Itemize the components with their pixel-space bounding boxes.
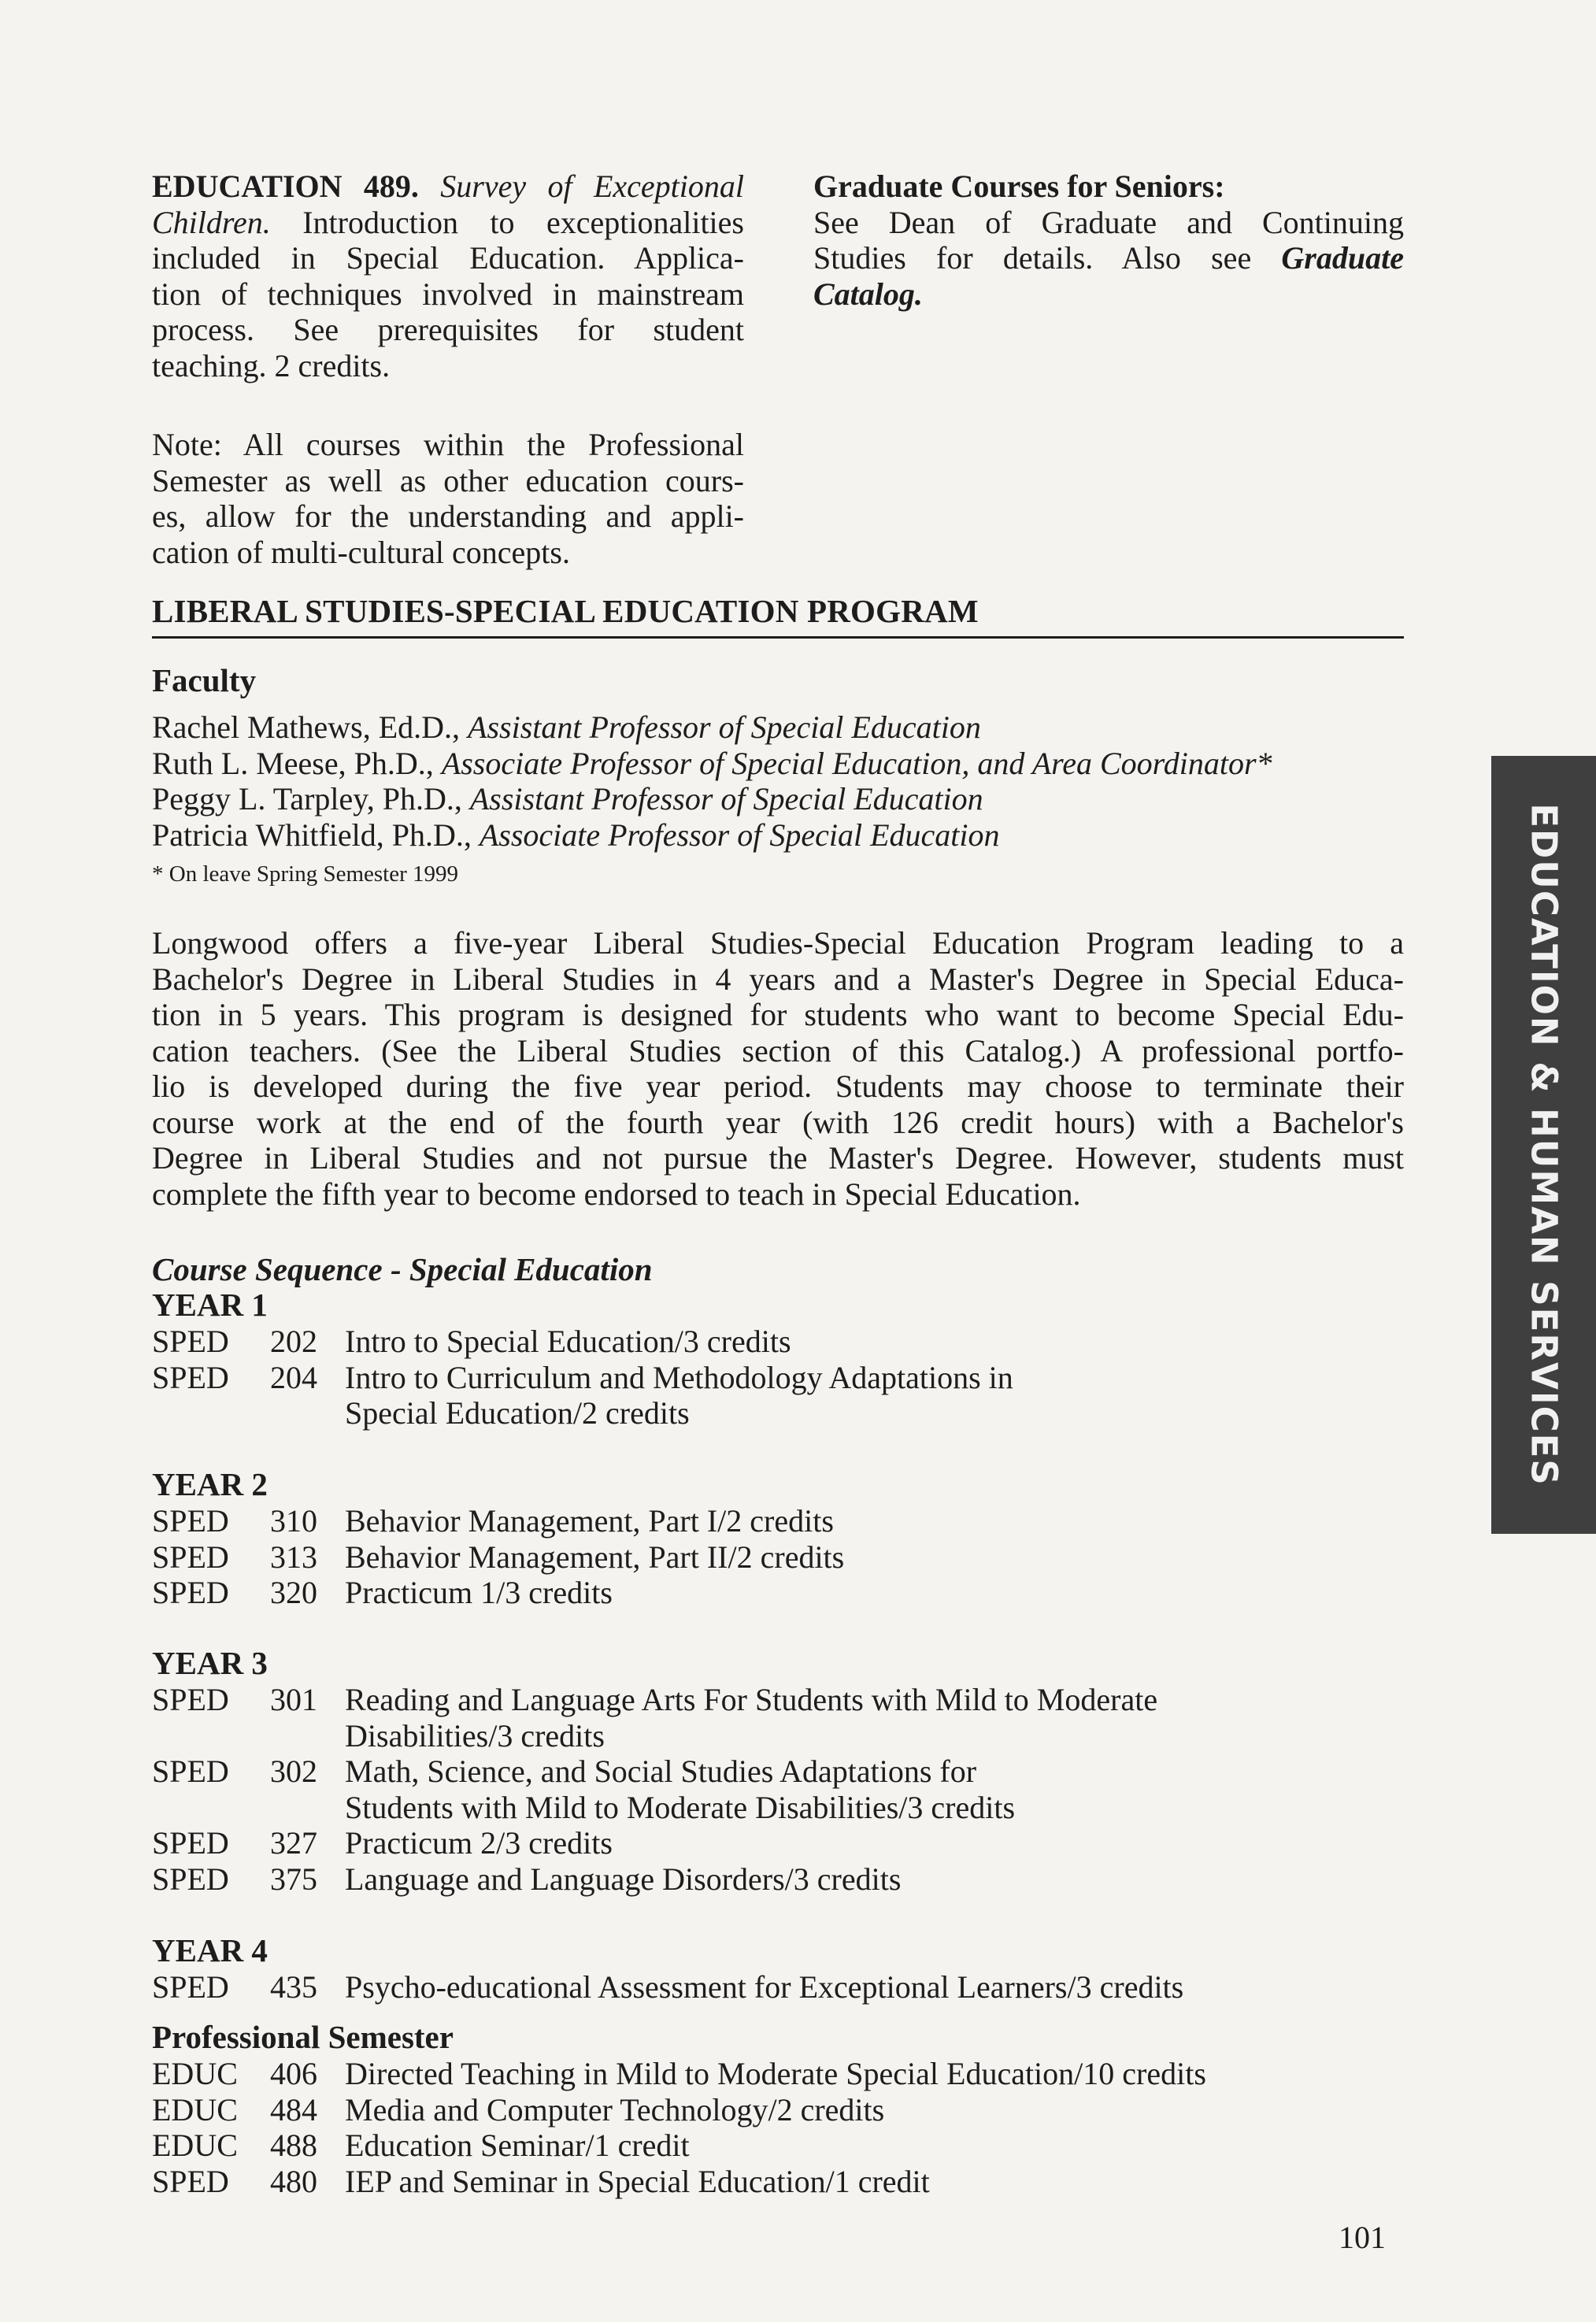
- course-row: [152, 2056, 1412, 2092]
- course-prefix: SPED: [152, 1861, 229, 1897]
- course-title: Directed Teaching in Mild to Moderate Special Education/10 credits: [345, 2056, 1206, 2091]
- course-title: Behavior Management, Part II/2 credits: [345, 1539, 845, 1575]
- course-row: [152, 1825, 1333, 1861]
- faculty-title: Associate Professor of Special Education, and Area Coordinator*: [441, 745, 1272, 781]
- course-row: [152, 2128, 1412, 2164]
- course-title-continued: Children.: [152, 204, 271, 240]
- course-row: [152, 1969, 1333, 2005]
- course-prefix: SPED: [152, 1359, 229, 1395]
- course-title-continued-text: Students with Mild to Moderate Disabilities/3 credits: [345, 1789, 1016, 1825]
- course-number: 202: [270, 1324, 317, 1359]
- page-number: 101: [1339, 2220, 1386, 2255]
- overview-line: tion in 5 years. This program is designed for students who want to become Special Edu-: [152, 997, 1404, 1032]
- course-prefix: SPED: [152, 1503, 229, 1539]
- faculty-member: [152, 817, 1272, 854]
- course-title-continued-text: Disabilities/3 credits: [345, 1717, 605, 1754]
- description-text: Introduction to exceptionalities: [270, 204, 744, 240]
- faculty-title: Assistant Professor of Special Education: [468, 709, 981, 745]
- description-line: [152, 205, 744, 241]
- course-title-continued-text: Special Education/2 credits: [345, 1395, 690, 1431]
- course-title: Media and Computer Technology/2 credits: [345, 2091, 885, 2128]
- course-number: 327: [270, 1825, 317, 1861]
- faculty-name: Patricia Whitfield, Ph.D.,: [152, 817, 480, 853]
- faculty-list: [152, 709, 1272, 853]
- course-description-education-489: [152, 169, 744, 383]
- note-line: Semester as well as other education cours-: [152, 462, 744, 498]
- course-title: Reading and Language Arts For Students with Mild to Moderate: [345, 1682, 1158, 1717]
- faculty-name: Peggy L. Tarpley, Ph.D.,: [152, 781, 470, 817]
- faculty-name: Ruth L. Meese, Ph.D.,: [152, 745, 442, 781]
- course-row: [152, 1575, 1333, 1611]
- course-title: Education Seminar/1 credit: [345, 2128, 690, 2163]
- overview-line: lio is developed during the five year period. Students may choose to terminate their: [152, 1068, 1404, 1104]
- course-row: [152, 1682, 1333, 1718]
- course-title: Math, Science, and Social Studies Adaptations for: [345, 1754, 977, 1789]
- overview-line: cation teachers. (See the Liberal Studies section of this Catalog.) A professional portfo-: [152, 1032, 1404, 1068]
- overview-line: Degree in Liberal Studies and not pursue the Master's Degree. However, students must: [152, 1140, 1404, 1176]
- course-number: 406: [270, 2056, 317, 2091]
- course-row: [152, 2092, 1412, 2128]
- note-line: cation of multi-cultural concepts.: [152, 534, 570, 570]
- note-line: Note: All courses within the Professional: [152, 427, 744, 462]
- faculty-member: [152, 746, 1272, 782]
- faculty-title: Associate Professor of Special Education: [479, 817, 1000, 853]
- course-title: Survey of Exceptional: [440, 169, 744, 204]
- course-prefix: SPED: [152, 1539, 229, 1575]
- course-number: 313: [270, 1539, 317, 1575]
- course-row: [152, 1861, 1333, 1898]
- overview-line: Bachelor's Degree in Liberal Studies in 4 years and a Master's Degree in Special Educa-: [152, 961, 1404, 997]
- faculty-member: [152, 709, 1272, 746]
- year-block: [152, 1644, 1333, 1897]
- course-title: Practicum 1/3 credits: [345, 1575, 613, 1610]
- professional-semester-block: [152, 2018, 1412, 2199]
- section-heading: Graduate Courses for Seniors:: [813, 169, 1225, 204]
- course-prefix: SPED: [152, 1825, 229, 1861]
- catalog-reference: Graduate: [1281, 240, 1404, 276]
- course-row: [152, 1360, 1333, 1396]
- faculty-heading: Faculty: [152, 662, 257, 698]
- course-prefix: SPED: [152, 1754, 229, 1789]
- faculty-member: [152, 781, 1272, 817]
- year-block: [152, 1465, 1333, 1611]
- course-title-continued: [152, 1790, 1333, 1826]
- program-title: LIBERAL STUDIES-SPECIAL EDUCATION PROGRAM: [152, 592, 1404, 639]
- course-number: 375: [270, 1861, 317, 1897]
- course-title: Behavior Management, Part I/2 credits: [345, 1503, 834, 1539]
- body-line: [813, 240, 1404, 276]
- course-title: Intro to Special Education/3 credits: [345, 1324, 791, 1359]
- course-title-continued: [152, 1718, 1333, 1754]
- course-number: 310: [270, 1503, 317, 1539]
- course-title: IEP and Seminar in Special Education/1 credit: [345, 2163, 930, 2199]
- year-block: [152, 1931, 1333, 2005]
- faculty-name: Rachel Mathews, Ed.D.,: [152, 709, 468, 745]
- course-row: [152, 1754, 1333, 1790]
- professional-semester-heading: Professional Semester: [152, 2019, 454, 2055]
- course-title: Intro to Curriculum and Methodology Adaptations in: [345, 1359, 1013, 1395]
- year-block: [152, 1286, 1333, 1431]
- body-text: Studies for details. Also see: [813, 240, 1282, 276]
- faculty-title: Assistant Professor of Special Education: [469, 781, 983, 817]
- course-prefix: EDUC: [152, 2128, 238, 2163]
- program-overview: [152, 925, 1404, 1212]
- course-row: [152, 1539, 1333, 1576]
- description-line: included in Special Education. Applica-: [152, 240, 744, 276]
- description-line: tion of techniques involved in mainstream: [152, 276, 744, 312]
- course-number: 320: [270, 1575, 317, 1610]
- course-number: 204: [270, 1359, 317, 1395]
- course-sequence-heading: Course Sequence - Special Education: [152, 1251, 653, 1287]
- year-heading: YEAR 3: [152, 1645, 268, 1681]
- overview-line: Longwood offers a five-year Liberal Studies-Special Education Program leading to a: [152, 925, 1404, 961]
- section-thumb-tab: [1491, 756, 1596, 1534]
- description-line: teaching. 2 credits.: [152, 347, 391, 383]
- course-number: 301: [270, 1682, 317, 1717]
- catalog-reference-continued: Catalog.: [813, 276, 923, 312]
- course-prefix: SPED: [152, 1575, 229, 1610]
- course-prefix: SPED: [152, 1969, 229, 2005]
- course-number: 435: [270, 1969, 317, 2005]
- description-line: process. See prerequisites for student: [152, 312, 744, 347]
- course-number: 488: [270, 2128, 317, 2163]
- course-prefix: EDUC: [152, 2091, 238, 2128]
- year-heading: YEAR 1: [152, 1287, 268, 1323]
- course-number: 484: [270, 2091, 317, 2128]
- section-thumb-tab-label: EDUCATION & HUMAN SERVICES: [1523, 803, 1565, 1487]
- course-number: 480: [270, 2163, 317, 2199]
- multicultural-note: [152, 427, 744, 570]
- overview-line: course work at the end of the fourth year (with 126 credit hours) with a Bachelor's: [152, 1104, 1404, 1140]
- course-row: [152, 1503, 1333, 1539]
- body-line: See Dean of Graduate and Continuing: [813, 204, 1404, 240]
- graduate-courses-for-seniors: [813, 169, 1404, 312]
- course-row: [152, 1324, 1333, 1360]
- course-title: Language and Language Disorders/3 credits: [345, 1861, 902, 1897]
- course-prefix: SPED: [152, 2163, 229, 2199]
- course-row: [152, 2164, 1412, 2200]
- overview-line: complete the fifth year to become endorsed to teach in Special Education.: [152, 1176, 1081, 1212]
- course-title-continued: [152, 1395, 1333, 1431]
- note-line: es, allow for the understanding and appli-: [152, 498, 744, 534]
- course-title: Psycho-educational Assessment for Exceptional Learners/3 credits: [345, 1969, 1184, 2005]
- course-prefix: SPED: [152, 1682, 229, 1717]
- course-prefix: EDUC: [152, 2056, 238, 2091]
- leave-footnote: * On leave Spring Semester 1999: [152, 861, 459, 887]
- course-title: Practicum 2/3 credits: [345, 1825, 613, 1861]
- course-prefix: SPED: [152, 1324, 229, 1359]
- course-code: EDUCATION 489.: [152, 169, 419, 204]
- year-heading: YEAR 2: [152, 1466, 268, 1502]
- year-heading: YEAR 4: [152, 1932, 268, 1968]
- course-number: 302: [270, 1754, 317, 1789]
- description-line: [152, 169, 744, 205]
